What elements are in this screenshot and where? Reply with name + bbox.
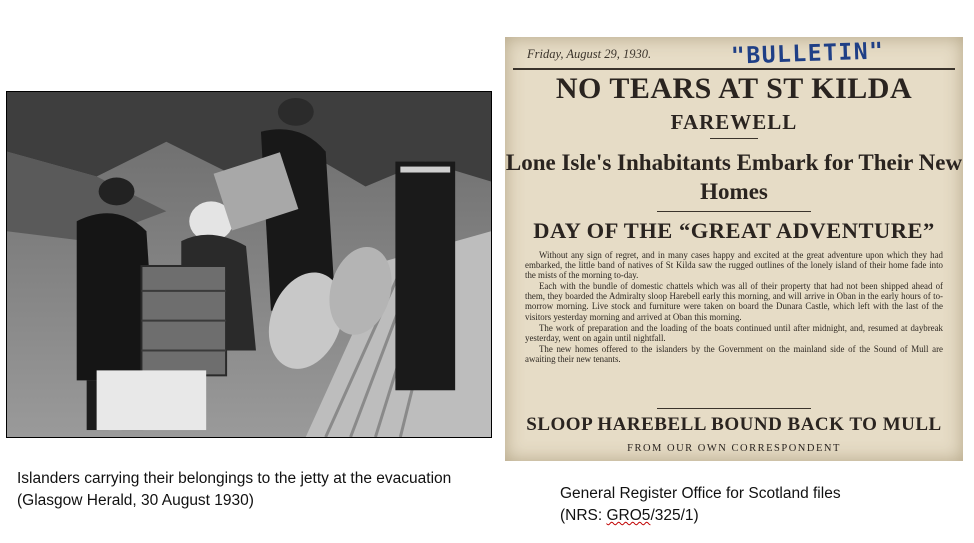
divider [710, 138, 758, 139]
headline-day: DAY OF THE “GREAT ADVENTURE” [533, 218, 935, 243]
clipping-caption [560, 483, 960, 527]
article-paragraph: Each with the bundle of domestic chattels which was all of their property that had not been shipped ahead of them, they boarded the Admiralty sloop Harebell early this morning, and will arrive in Oban in the early hours of to-morrow morning. Live stock and furniture were taken on board the Dunara Castle, which left with the last of the visitors yesterday morning and arrived at Oban this morning. [525, 281, 943, 322]
photo-caption: Islanders carrying their belongings to the jetty at the evacuation (Glasgow Herald, 30 August 1930) [17, 470, 452, 509]
evacuation-photo [6, 91, 492, 438]
clipping-caption-line2 [560, 505, 960, 527]
headline-farewell: FAREWELL [670, 110, 798, 134]
divider [657, 211, 811, 212]
masthead-rule [513, 68, 955, 70]
headline-main: NO TEARS AT ST KILDA [555, 72, 913, 105]
caption-ref-code: GRO5 [606, 507, 651, 524]
article-paragraph: The work of preparation and the loading of the boats continued until after midnight, and, resumed at daybreak yesterday, went on again until nightfall. [525, 322, 943, 343]
caption-ref-suffix: /325/1) [650, 507, 699, 524]
photo-illustration [7, 92, 491, 437]
clipping-dateline: Friday, August 29, 1930. [527, 47, 652, 61]
article-paragraph: The new homes offered to the islanders by the Government on the mainland side of the Sound of Mull are awaiting their new tenants. [525, 343, 943, 364]
divider [657, 408, 811, 409]
byline: FROM OUR OWN CORRESPONDENT [627, 443, 841, 454]
newspaper-clipping [505, 37, 963, 461]
article-paragraph: Without any sign of regret, and in many cases happy and excited at the great adventure upon which they had embarked, the little band of natives of St Kilda saw the rugged outlines of the lonely island of their home fade into the mists of the morning to-day. [525, 250, 943, 281]
headline-sub: Lone Isle's Inhabitants Embark for Their New Homes [505, 150, 963, 204]
bulletin-stamp: "BULLETIN" [730, 38, 885, 70]
article-body [525, 250, 943, 365]
caption-ref-prefix: (NRS: [560, 507, 607, 524]
clipping-caption-line1: General Register Office for Scotland files [560, 485, 841, 502]
headline-sloop: SLOOP HAREBELL BOUND BACK TO MULL [526, 414, 942, 435]
